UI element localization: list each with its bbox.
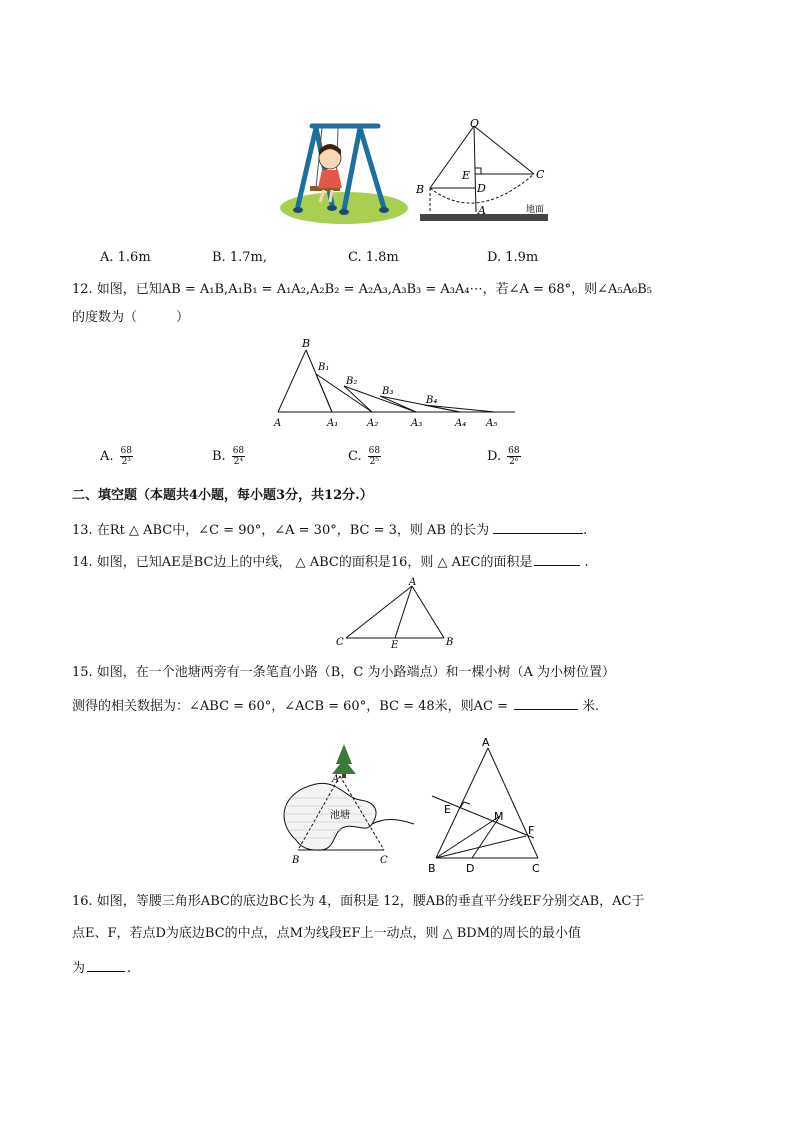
label-B4: B₄: [426, 395, 438, 406]
label-A: A: [482, 736, 490, 749]
label-D: D: [477, 182, 486, 195]
q15-stem-line2: 测得的相关数据为：∠ABC = 60°，∠ACB = 60°，BC = 48米，则AC = 米.: [72, 695, 599, 716]
segment-B2A3: [344, 386, 416, 412]
label-B: B: [446, 637, 454, 648]
label-C: C: [536, 168, 545, 181]
label-B1: B₁: [318, 362, 330, 373]
label-A5: A₅: [486, 418, 498, 429]
segment-AC: [488, 748, 538, 858]
tree-icon: [332, 744, 356, 774]
segment-BF: [436, 836, 526, 858]
right-angle-mark: [475, 168, 481, 174]
label-B: B: [428, 862, 436, 875]
label-A1: A₁: [327, 418, 339, 429]
segment-AB: [412, 586, 444, 638]
label-C: C: [380, 855, 388, 866]
q16-answer-blank[interactable]: [87, 957, 125, 972]
label-B3: B₃: [382, 386, 394, 397]
q15-stem-line1: 15. 如图，在一个池塘两旁有一条笔直小路（B，C 为小路端点）和一棵小树（A 为小树位置）: [72, 665, 615, 680]
path-tail: [372, 820, 414, 825]
label-pond: 池塘: [330, 810, 350, 821]
label-B: B: [416, 183, 425, 196]
q12-option-c: C. $\frac{68}{\text{2⁵}}$: [348, 446, 381, 467]
q13-stem: 13. 在Rt △ ABC中，∠C = 90°，∠A = 30°，BC = 3，则 AB 的长为 .: [72, 519, 587, 540]
segment-AE: [395, 586, 412, 638]
label-F: F: [528, 824, 535, 837]
q12-stem-line1: 12. 如图，已知AB = A₁B,A₁B₁ = A₁A₂,A₂B₂ = A₂A₃,A₃B₃ = A₃A₄⋯，若∠A = 68°，则∠A₅A₆B₅: [72, 282, 652, 297]
label-C: C: [532, 862, 540, 875]
section-title: 二、填空题（本题共4小题，每小题3分，共12分.）: [72, 488, 373, 503]
girl-dress: [318, 170, 342, 188]
q12-option-d: D. $\frac{68}{\text{2⁶}}$: [487, 446, 520, 467]
q11-option-a: A. 1.6m: [100, 250, 151, 265]
label-A: A: [409, 577, 417, 588]
label-ground: 地面: [526, 205, 545, 215]
q16-stem-line2: 点E、F，若点D为底边BC的中点，点M为线段EF上一动点，则 △ BDM的周长的最小值: [72, 926, 582, 941]
q14-stem: 14. 如图，已知AE是BC边上的中线， △ ABC的面积是16，则 △ AEC的面积是 .: [72, 551, 589, 572]
q12-option-a: A. $\frac{68}{\text{2³}}$: [100, 446, 132, 467]
q16-triangle-figure: [424, 734, 560, 876]
label-B: B: [302, 337, 311, 350]
label-A: A: [332, 774, 340, 785]
q15-answer-blank[interactable]: [514, 695, 578, 710]
label-B2: B₂: [346, 376, 358, 387]
label-C: C: [336, 637, 344, 648]
label-B: B: [292, 855, 300, 866]
q12-figure: [270, 336, 520, 431]
q11-option-d: D. 1.9m: [487, 250, 539, 265]
q16-stem-line3: 为 .: [72, 957, 131, 978]
label-O: O: [470, 117, 480, 130]
q12-stem-line2: 的度数为（ ）: [72, 310, 190, 325]
segment-OA: [474, 126, 476, 212]
q16-stem-line1: 16. 如图，等腰三角形ABC的底边BC长为 4，面积是 12，腰AB的垂直平分线EF分别交AB，AC于: [72, 894, 645, 909]
label-E: E: [462, 169, 471, 182]
q11-option-b: B. 1.7m,: [212, 250, 267, 265]
label-A: A: [274, 418, 282, 429]
label-A2: A₂: [367, 418, 379, 429]
segment-B4A5: [424, 405, 495, 412]
label-A: A: [478, 204, 486, 217]
q14-answer-blank[interactable]: [534, 551, 580, 566]
swing-geometry-figure: [410, 116, 560, 228]
label-M: M: [494, 810, 504, 823]
q11-option-c: C. 1.8m: [348, 250, 399, 265]
q12-option-b: B. $\frac{68}{\text{2⁴}}$: [212, 446, 245, 467]
label-D: D: [466, 862, 475, 875]
swing-illustration: [276, 118, 411, 226]
q13-answer-blank[interactable]: [493, 519, 583, 534]
label-A3: A₃: [411, 418, 423, 429]
segment-CA: [346, 586, 412, 638]
segment-OC: [474, 126, 534, 174]
q14-triangle-figure: [334, 576, 464, 648]
q15-pond-figure: [276, 742, 426, 868]
segment-AB: [278, 350, 306, 412]
label-A4: A₄: [455, 418, 467, 429]
label-E: E: [391, 640, 399, 648]
label-E: E: [444, 803, 451, 816]
